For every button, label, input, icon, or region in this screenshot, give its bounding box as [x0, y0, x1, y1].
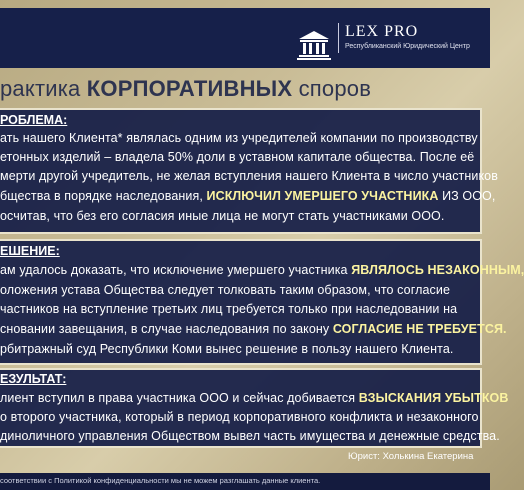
author-signature: Юрист: Холькина Екатерина: [348, 451, 474, 462]
footer-disclaimer: соответствии с Политикой конфиденциальности мы не можем разглашать данные клиента.: [0, 476, 321, 485]
solution-title: ЕШЕНИЕ:: [0, 244, 60, 258]
solution-line: рбитражный суд Республики Коми вынес решение в пользу нашего Клиента.: [0, 342, 454, 356]
brand-subtitle: Республиканский Юридический Центр: [345, 43, 470, 50]
highlight-text: ИСКЛЮЧИЛ УМЕРШЕГО УЧАСТНИКА: [206, 189, 439, 203]
result-title: ЕЗУЛЬТАТ:: [0, 372, 67, 386]
page-title: рактика КОРПОРАТИВНЫХ споров: [0, 76, 372, 101]
brand-name: LEX PRO: [345, 23, 419, 40]
problem-title: РОБЛЕМА:: [0, 113, 68, 127]
solution-line: частников на вступление третьих лиц требуется только при наследовании на: [0, 302, 458, 316]
problem-line: мерти другой учредитель, не желая вступления нашего Клиента в число участников: [0, 169, 498, 183]
logo-divider: [338, 23, 339, 53]
problem-line: етонных изделий – владела 50% доли в уставном капитале общества. После её: [0, 150, 475, 164]
solution-line: оложения устава Общества следует толковать таким образом, что согласие: [0, 283, 451, 297]
solution-line: сновании завещания, в случае наследования по закону СОГЛАСИЕ НЕ ТРЕБУЕТСЯ.: [0, 322, 507, 336]
problem-line: осчитав, что без его согласия иные лица не могут стать участниками ООО.: [0, 209, 445, 223]
highlight-text: СОГЛАСИЕ НЕ ТРЕБУЕТСЯ.: [332, 322, 507, 336]
problem-line: бщества в порядке наследования, ИСКЛЮЧИЛ УМЕРШЕГО УЧАСТНИКА ИЗ ООО,: [0, 189, 496, 203]
courthouse-icon: [297, 30, 331, 60]
highlight-text: ВЗЫСКАНИЯ УБЫТКОВ: [358, 391, 509, 405]
result-line: диноличного управления Обществом вывел часть имущества и денежные средства.: [0, 429, 500, 443]
solution-line: ам удалось доказать, что исключение умершего участника ЯВЛЯЛОСЬ НЕЗАКОННЫМ,: [0, 263, 524, 277]
highlight-text: ЯВЛЯЛОСЬ НЕЗАКОННЫМ,: [351, 263, 524, 277]
result-line: о второго участника, который в период корпоративного конфликта и незаконного: [0, 410, 479, 424]
result-line: лиент вступил в права участника ООО и сейчас добивается ВЗЫСКАНИЯ УБЫТКОВ: [0, 391, 509, 405]
problem-line: ать нашего Клиента* являлась одним из учредителей компании по производству: [0, 131, 478, 145]
